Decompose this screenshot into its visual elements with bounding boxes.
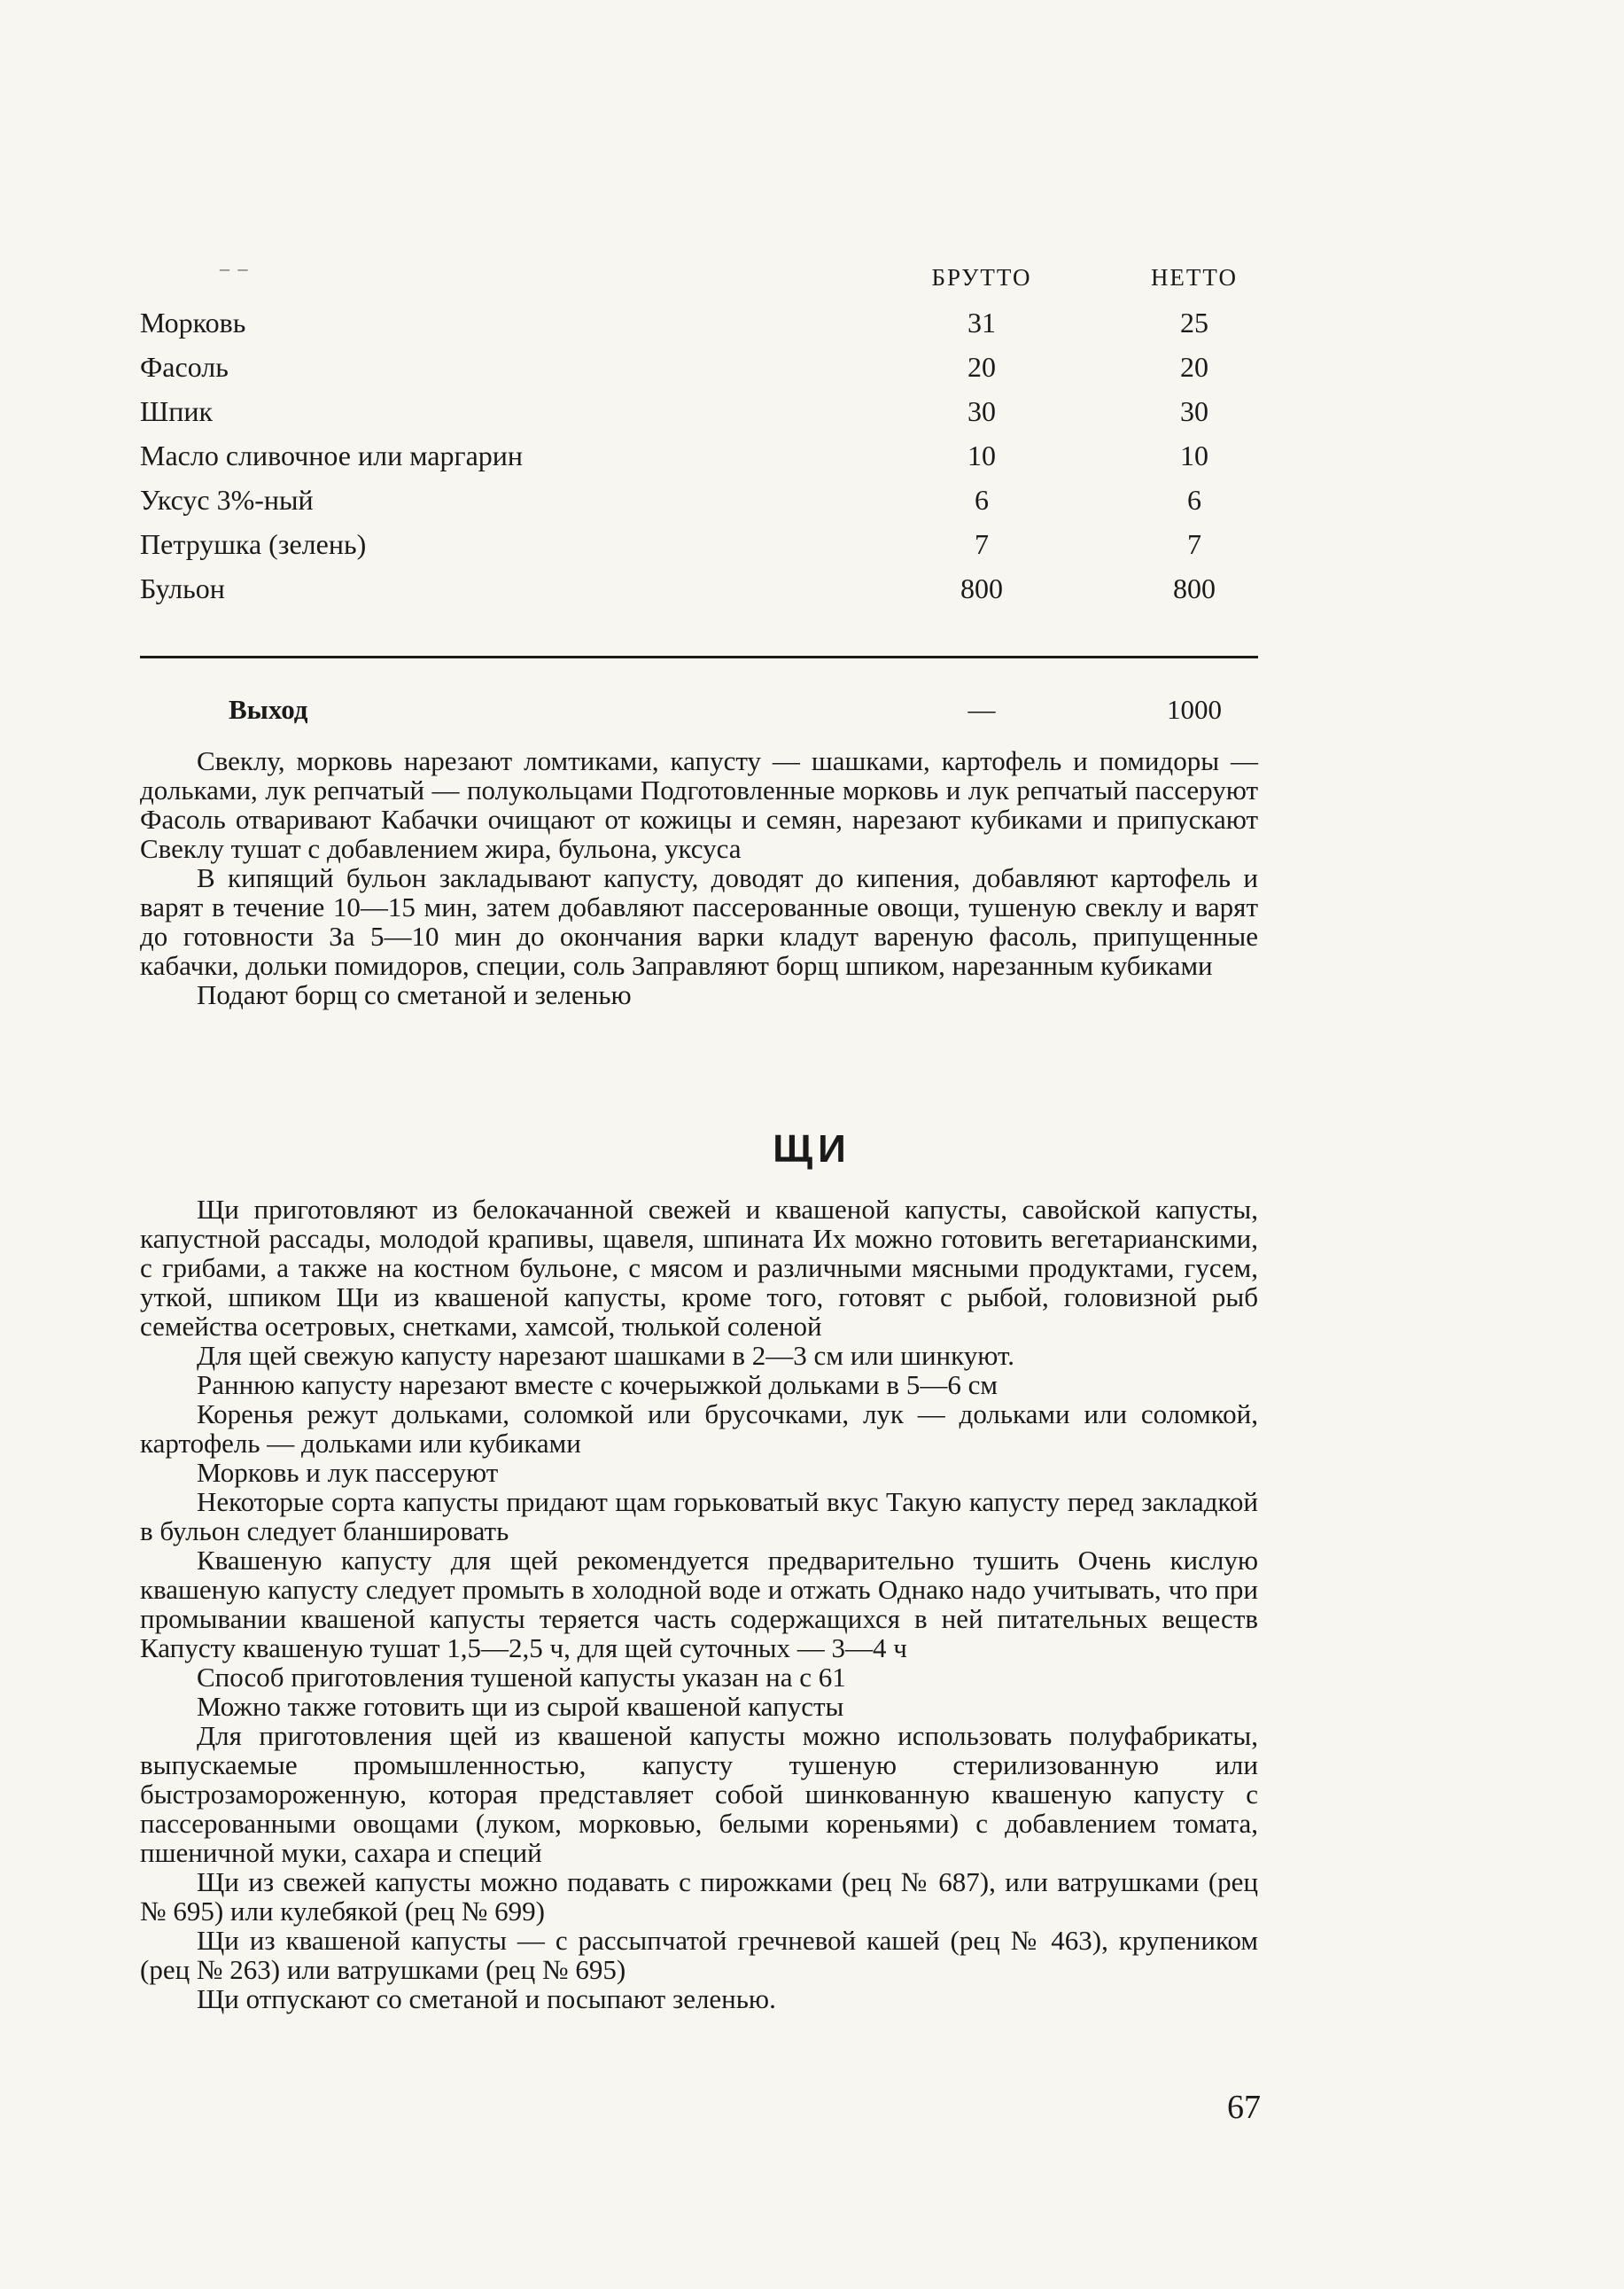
paragraph: Подают борщ со сметаной и зеленью: [197, 979, 632, 1010]
brutto-value: 10: [967, 440, 996, 471]
ingredients-table: [140, 257, 1258, 610]
shchi-section-text: [140, 1195, 1258, 2013]
table-row: [140, 477, 1258, 521]
column-header-brutto: БРУТТО: [931, 264, 1032, 291]
ingredient-name: Морковь: [140, 307, 246, 339]
brutto-value: 30: [967, 395, 996, 427]
yield-label: Выход: [229, 694, 308, 725]
paragraph: Для щей свежую капусту нарезают шашками в 2—3 см или шинкуют.: [197, 1340, 1014, 1371]
paragraph: Щи приготовляют из белокачанной свежей и квашеной капусты, савойской капусты, капустной рассады, молодой крапивы, щавеля, шпината Их можно готовить вегетарианскими, с грибами, а также на костном бульоне, с мясом и различными мясными продуктами, гусем, уткой, шпиком Щи из квашеной капусты, кроме того, готовят с рыбой, головизной рыб семейства осетровых, снетками, хамсой, тюлькой соленой: [140, 1194, 1258, 1342]
paragraph: Морковь и лук пассеруют: [197, 1457, 499, 1488]
paragraph: Свеклу, морковь нарезают ломтиками, капусту — шашками, картофель и помидоры — дольками, лук репчатый — полукольцами Подготовленные морковь и лук репчатый пассеруют Фасоль отваривают Кабачки очищают от кожицы и семян, нарезают кубиками и припускают Свеклу тушат с добавлением жира, бульона, уксуса: [140, 745, 1258, 864]
paragraph: В кипящий бульон закладывают капусту, доводят до кипения, добавляют картофель и варят в течение 10—15 мин, затем добавляют пассерованные овощи, тушеную свеклу и варят до готовности За 5—10 мин до окончания варки кладут вареную фасоль, припущенные кабачки, дольки помидоров, специи, соль Заправляют борщ шпиком, нарезанным кубиками: [140, 862, 1258, 981]
paragraph: Способ приготовления тушеной капусты указан на с 61: [197, 1662, 846, 1693]
paragraph: Щи из квашеной капусты — с рассыпчатой гречневой кашей (рец № 463), крупеником (рец № 263) или ватрушками (рец № 695): [140, 1925, 1258, 1985]
netto-value: 800: [1173, 572, 1216, 604]
paragraph: Можно также готовить щи из сырой квашеной капусты: [197, 1691, 844, 1722]
netto-value: 25: [1180, 307, 1208, 339]
brutto-value: 31: [967, 307, 996, 339]
paragraph: Щи отпускают со сметаной и посыпают зеленью.: [197, 1983, 776, 2014]
ingredient-name: Бульон: [140, 572, 225, 604]
header-dash: – –: [220, 257, 250, 279]
ingredient-name: Шпик: [140, 395, 214, 427]
ingredient-name: Петрушка (зелень): [140, 528, 367, 560]
section-heading: ЩИ: [773, 1127, 851, 1171]
yield-row: [140, 687, 1258, 731]
column-header-netto: НЕТТО: [1150, 264, 1239, 291]
table-header: [140, 257, 1258, 300]
table-row: [140, 388, 1258, 432]
paragraph: Щи из свежей капусты можно подавать с пирожками (рец № 687), или ватрушками (рец № 695) или кулебякой (рец № 699): [140, 1866, 1258, 1927]
table-row: [140, 344, 1258, 388]
ingredient-name: Фасоль: [140, 351, 229, 383]
table-row: [140, 300, 1258, 344]
paragraph: Для приготовления щей из квашеной капусты можно использовать полуфабрикаты, выпускаемые промышленностью, капусту тушеную стерилизованную или быстрозамороженную, которая представляет собой шинкованную квашеную капусту с пассерованными овощами (луком, морковью, белыми кореньями) с добавлением томата, пшеничной муки, сахара и специй: [140, 1720, 1258, 1868]
yield-brutto: —: [967, 694, 996, 725]
table-row: [140, 565, 1258, 610]
table-row: [140, 432, 1258, 477]
recipe-instructions: [140, 746, 1258, 1009]
page-number: 67: [1227, 2089, 1261, 2126]
table-body: [140, 300, 1258, 610]
brutto-value: 800: [960, 572, 1003, 604]
brutto-value: 6: [975, 484, 989, 516]
yield-netto: 1000: [1167, 694, 1222, 725]
netto-value: 20: [1180, 351, 1208, 383]
brutto-value: 7: [975, 528, 989, 560]
netto-value: 10: [1180, 440, 1208, 471]
brutto-value: 20: [967, 351, 996, 383]
netto-value: 30: [1180, 395, 1208, 427]
netto-value: 7: [1187, 528, 1201, 560]
paragraph: Некоторые сорта капусты придают щам горьковатый вкус Такую капусту перед закладкой в бульон следует бланшировать: [140, 1486, 1258, 1546]
paragraph: Раннюю капусту нарезают вместе с кочерыжкой дольками в 5—6 см: [197, 1369, 998, 1400]
table-divider: [140, 656, 1258, 658]
ingredient-name: Масло сливочное или маргарин: [140, 440, 524, 471]
table-row: [140, 521, 1258, 565]
paragraph: Квашеную капусту для щей рекомендуется предварительно тушить Очень кислую квашеную капусту следует промыть в холодной воде и отжать Однако надо учитывать, что при промывании квашеной капусты теряется часть содержащихся в ней питательных веществ Капусту квашеную тушат 1,5—2,5 ч, для щей суточных — 3—4 ч: [140, 1545, 1258, 1663]
ingredient-name: Уксус 3%-ный: [140, 484, 314, 516]
paragraph: Коренья режут дольками, соломкой или брусочками, лук — дольками или соломкой, картофель — дольками или кубиками: [140, 1398, 1258, 1459]
netto-value: 6: [1187, 484, 1201, 516]
